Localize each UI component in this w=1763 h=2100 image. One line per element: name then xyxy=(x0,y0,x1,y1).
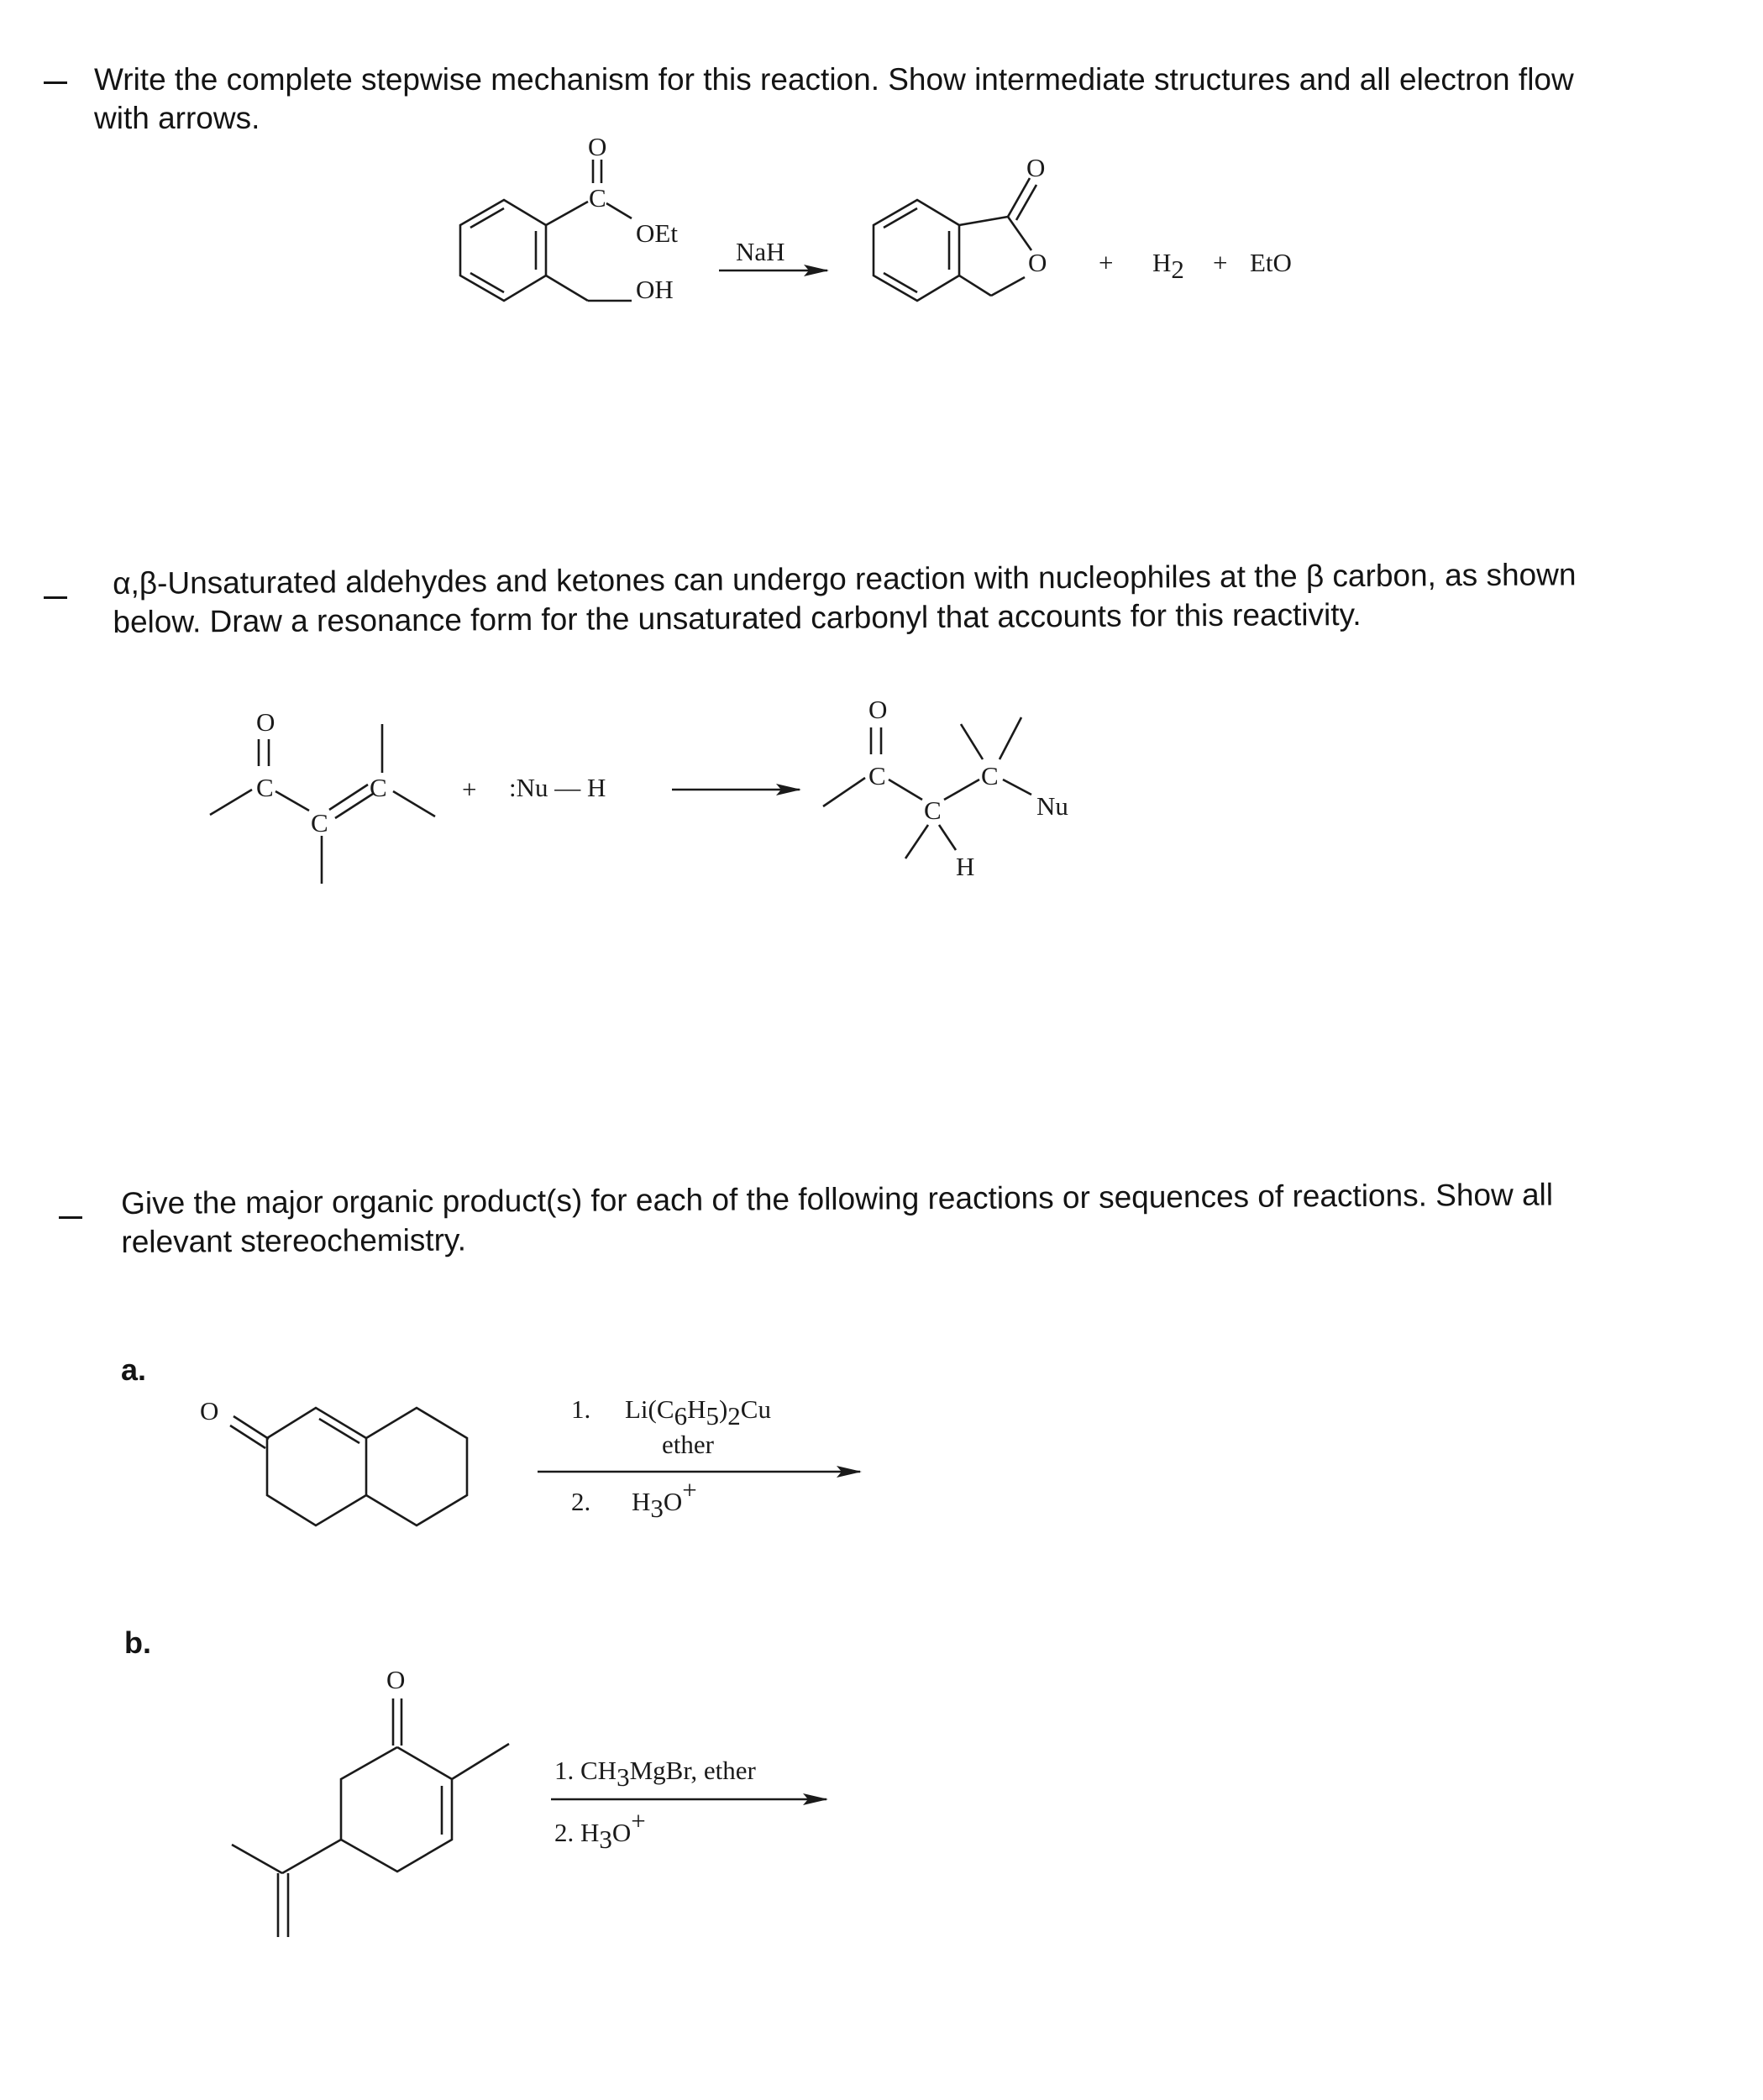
methyl-bond xyxy=(210,790,252,815)
beta-substituent-bond xyxy=(393,791,435,816)
ethoxide: EtO xyxy=(1250,248,1292,277)
alpha-beta-bond xyxy=(944,780,979,800)
part-b-reagents xyxy=(551,1756,826,1854)
beta-carbon: C xyxy=(370,773,387,802)
ketone-oxygen: O xyxy=(386,1665,406,1694)
reaction-2-reactant xyxy=(210,707,606,884)
reaction-2-product xyxy=(823,695,1068,881)
plus-sign: + xyxy=(1213,248,1228,277)
beta-substituent-bond xyxy=(1000,717,1021,759)
step-2-number: 2. xyxy=(571,1487,591,1516)
nucleophile: :Nu — H xyxy=(509,773,606,802)
alpha-h-bond xyxy=(939,825,956,850)
part-b-reactant xyxy=(232,1665,509,1937)
methyl-bond xyxy=(452,1744,509,1779)
part-a-reagents xyxy=(538,1394,860,1523)
plus-sign: + xyxy=(462,774,477,804)
carbonyl-carbon: C xyxy=(868,761,886,790)
methyl-bond xyxy=(823,778,865,806)
aromatic-bond xyxy=(470,273,504,292)
reagent-nah: NaH xyxy=(736,237,785,266)
beta-substituent-bond xyxy=(961,724,983,759)
aromatic-bond xyxy=(470,208,504,228)
reaction-1-reactant xyxy=(460,132,678,304)
question-3-line-2: relevant stereochemistry. xyxy=(121,1222,467,1259)
part-a-reactant xyxy=(200,1396,467,1525)
aromatic-bond xyxy=(884,273,917,292)
question-1-line-1: Write the complete stepwise mechanism for this reaction. Show intermediate structures and all electron flow xyxy=(94,62,1574,97)
question-2-line-2: below. Draw a resonance form for the unsaturated carbonyl that accounts for this reactivity. xyxy=(113,596,1362,639)
step-1-reagent: Li(C6H5)2Cu xyxy=(625,1394,771,1431)
ring-to-carbonyl-bond xyxy=(546,202,588,225)
hydroxyl-group: OH xyxy=(636,275,674,304)
question-2-line-1: α,β-Unsaturated aldehydes and ketones can undergo reaction with nucleophiles at the β carbon, as shown xyxy=(113,557,1577,601)
isopropenyl-bond xyxy=(282,1840,341,1873)
part-a-label: a. xyxy=(121,1352,147,1387)
lactone-ring-bond xyxy=(991,277,1025,296)
carbonyl-oxygen: O xyxy=(256,707,275,737)
benzene-ring xyxy=(874,200,959,301)
ester-bond xyxy=(606,203,632,218)
plus-sign: + xyxy=(1099,248,1114,277)
lactone-carbonyl-bond xyxy=(1008,178,1030,217)
alpha-substituent-bond xyxy=(905,825,928,858)
alpha-hydrogen: H xyxy=(956,852,975,881)
ring-to-ch2-bond xyxy=(546,276,588,301)
lactone-ring-oxygen: O xyxy=(1028,248,1047,277)
carbonyl-carbon: C xyxy=(256,773,274,802)
step-2-reagent: 2. H3O+ xyxy=(554,1806,646,1854)
step-1-solvent: ether xyxy=(662,1430,714,1459)
alpha-bond xyxy=(275,791,309,811)
question-3-line-1: Give the major organic product(s) for each of the following reactions or sequences of reactions. Show all xyxy=(121,1177,1554,1221)
part-b-label: b. xyxy=(124,1625,151,1660)
alkene-double-bond xyxy=(335,794,373,818)
alpha-bond xyxy=(889,780,922,800)
ketone-double-bond xyxy=(233,1416,269,1439)
reaction-1-arrow xyxy=(719,237,827,270)
enone-ring xyxy=(267,1408,366,1525)
aromatic-bond xyxy=(884,208,917,228)
cyclohexane-ring xyxy=(366,1408,467,1525)
question-1-line-2: with arrows. xyxy=(94,101,260,135)
lactone-ring-bond xyxy=(959,276,991,296)
carbonyl-oxygen: O xyxy=(868,695,888,724)
ketone-oxygen: O xyxy=(200,1396,219,1425)
nucleophile-group: Nu xyxy=(1036,791,1068,821)
alkene-double-bond xyxy=(329,785,368,810)
step-1-reagent: 1. CH3MgBr, ether xyxy=(554,1756,756,1792)
isopropenyl-methyl-bond xyxy=(232,1845,282,1873)
step-2-reagent: H3O+ xyxy=(632,1475,697,1523)
beta-nu-bond xyxy=(1003,780,1031,795)
alpha-carbon: C xyxy=(311,808,328,837)
carbonyl-carbon: C xyxy=(589,183,606,213)
lactone-bond xyxy=(959,217,1008,225)
step-1-number: 1. xyxy=(571,1394,591,1424)
carbonyl-oxygen: O xyxy=(588,132,607,161)
beta-carbon: C xyxy=(981,761,999,790)
ketone-double-bond xyxy=(230,1425,265,1448)
lactone-carbonyl-oxygen: O xyxy=(1026,153,1046,182)
lactone-ring-bond xyxy=(1008,217,1031,250)
benzene-ring xyxy=(460,200,546,301)
hydrogen-gas: H2 xyxy=(1152,248,1184,284)
ethoxy-group: OEt xyxy=(636,218,678,248)
reaction-1-product xyxy=(874,153,1292,301)
lactone-carbonyl-bond xyxy=(1016,185,1036,220)
cyclohexenone-ring xyxy=(341,1747,452,1872)
alpha-carbon: C xyxy=(924,795,942,825)
